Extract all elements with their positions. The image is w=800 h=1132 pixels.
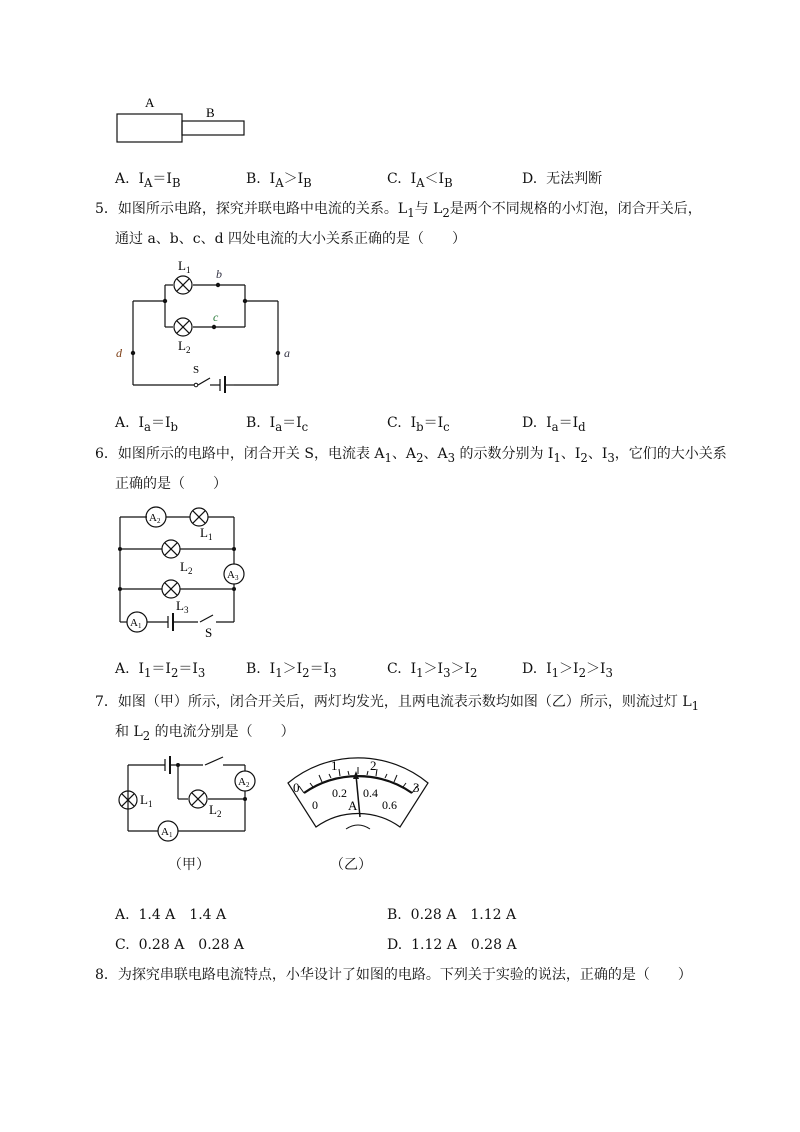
q6-circuit-figure xyxy=(110,505,260,640)
label-b: B xyxy=(206,105,215,120)
label-c: c xyxy=(213,310,219,324)
tick-inner-0: 0 xyxy=(312,798,318,812)
label-a3: A3 xyxy=(227,569,239,582)
q6-option-d[interactable]: D. $I_1>I_2>I_3$ xyxy=(522,661,613,680)
q4-option-b[interactable]: B. $I_A>I_B$ xyxy=(246,171,312,190)
q6-option-c[interactable]: C. $I_1>I_3>I_2$ xyxy=(387,661,478,680)
label-d: d xyxy=(116,346,122,360)
q6-stem-line1: 6．如图所示的电路中，闭合开关 S，电流表 $A_1$、$A_2$、$A_3$ 的示数分别为 $I_1$、$I_2$、$I_3$，它们的大小关系 xyxy=(95,446,727,465)
tick-outer-3: 3 xyxy=(413,780,420,795)
q6-option-b[interactable]: B. $I_1>I_2=I_3$ xyxy=(246,661,337,680)
q8-stem-line1: 8．为探究串联电路电流特点，小华设计了如图的电路。下列关于实验的说法，正确的是（ ） xyxy=(95,967,692,983)
q5-option-a[interactable]: A. $I_a=I_b$ xyxy=(115,415,178,434)
q4-option-a-text: $I_A=I_B$ xyxy=(138,171,181,190)
q5-option-b[interactable]: B. $I_a=I_c$ xyxy=(246,415,309,434)
label-l1: $L_1$ xyxy=(140,792,153,809)
label-s: S xyxy=(205,625,213,640)
tick-outer-1: 1 xyxy=(331,758,338,773)
tick-inner-2: 0.4 xyxy=(363,786,378,800)
q6-option-a[interactable]: A. $I_1=I_2=I_3$ xyxy=(115,661,206,680)
unit-label: A xyxy=(348,798,358,813)
label-l2: $L_2$ xyxy=(178,338,191,355)
label-l1: $L_1$ xyxy=(200,525,213,542)
q4-option-d[interactable]: D. 无法判断 xyxy=(522,171,603,187)
q4-option-c[interactable]: C. $I_A<I_B$ xyxy=(387,171,453,190)
q7-ammeter-dial-yi xyxy=(278,745,438,840)
label-l2: $L_2$ xyxy=(209,802,222,819)
q4-option-a[interactable]: A. $I_A=I_B$ xyxy=(115,171,181,190)
q4-option-d-text: 无法判断 xyxy=(546,171,603,187)
caption-jia: （甲） xyxy=(168,857,210,873)
caption-yi: （乙） xyxy=(330,857,372,873)
label-a: A xyxy=(145,95,155,110)
label-a2: A2 xyxy=(149,512,161,525)
q5-option-c[interactable]: C. $I_b=I_c$ xyxy=(387,415,450,434)
label-a1: A1 xyxy=(161,826,173,839)
q7-circuit-jia xyxy=(110,748,260,848)
q4-option-b-text: $I_A>I_B$ xyxy=(269,171,312,190)
label-l2: $L_2$ xyxy=(180,559,193,576)
q7-option-a[interactable]: A. 1.4 A 1.4 A xyxy=(115,907,227,923)
q5-stem-line2: 通过 a、b、c、d 四处电流的大小关系正确的是（ ） xyxy=(115,231,467,247)
tick-inner-3: 0.6 xyxy=(382,798,397,812)
q4-option-c-text: $I_A<I_B$ xyxy=(410,171,453,190)
tick-inner-1: 0.2 xyxy=(332,786,347,800)
label-a1: A1 xyxy=(130,617,142,630)
q7-option-b[interactable]: B. 0.28 A 1.12 A xyxy=(387,907,517,923)
tick-outer-2: 2 xyxy=(370,758,377,773)
q7-option-d[interactable]: D. 1.12 A 0.28 A xyxy=(387,937,517,953)
q7-stem-line1: 7．如图（甲）所示，闭合开关后，两灯均发光，且两电流表示数均如图（乙）所示，则流过灯 $L_1$ xyxy=(95,694,700,713)
label-l1: $L_1$ xyxy=(178,258,191,275)
label-b: b xyxy=(216,267,222,281)
q7-option-c[interactable]: C. 0.28 A 0.28 A xyxy=(115,937,245,953)
label-a: a xyxy=(284,346,290,360)
q7-stem-line2: 和 $L_2$ 的电流分别是（ ） xyxy=(115,724,295,743)
q4-conductor-figure xyxy=(110,92,260,148)
q6-stem-line2: 正确的是（ ） xyxy=(115,476,227,492)
q5-option-d[interactable]: D. $I_a=I_d$ xyxy=(522,415,586,434)
q5-circuit-figure xyxy=(110,258,300,393)
q5-stem-line1: 5．如图所示电路，探究并联电路中电流的关系。$L_1$与 $L_2$是两个不同规格的小灯泡，闭合开关后， xyxy=(95,201,702,220)
label-s: S xyxy=(193,364,200,376)
tick-outer-0: 0 xyxy=(293,780,300,795)
label-a2: A2 xyxy=(238,776,250,789)
label-l3: $L_3$ xyxy=(176,598,189,615)
